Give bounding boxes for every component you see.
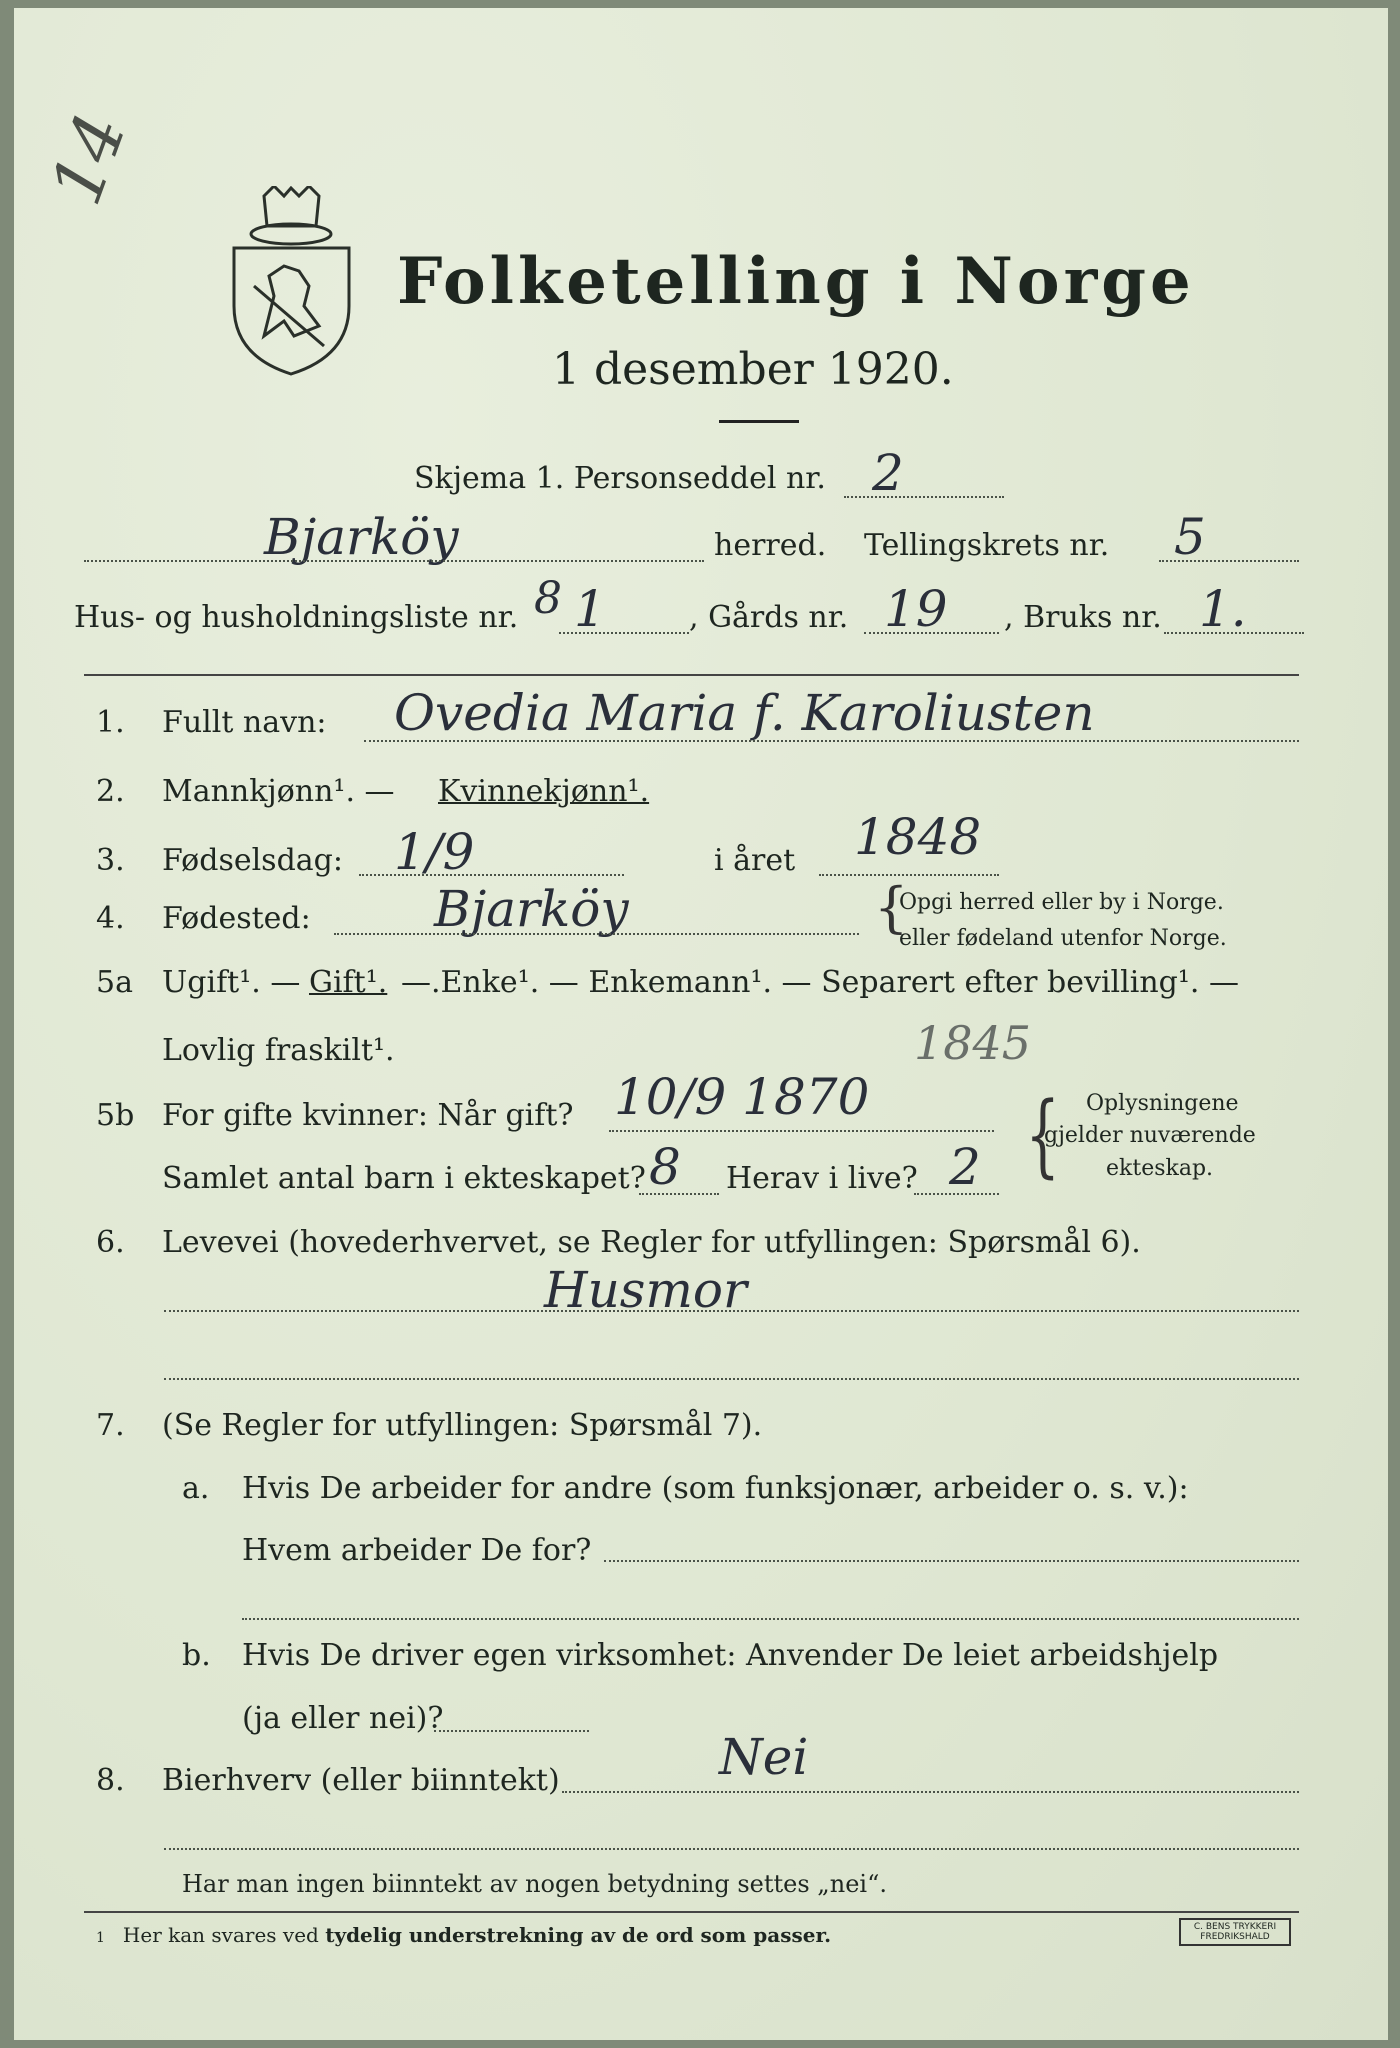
married-date-value: 10/9 1870 (614, 1068, 870, 1126)
q7-number: 7. (96, 1408, 125, 1443)
gards-value: 19 (884, 580, 948, 638)
q7b-dotted-line (434, 1730, 589, 1732)
margin-note: 14 (34, 103, 143, 215)
title-divider (719, 420, 799, 423)
year-label: i året (714, 843, 796, 878)
side-income-value: Nei (719, 1728, 809, 1786)
q5b-note-3: ekteskap. (1106, 1156, 1214, 1181)
q3-label: Fødselsdag: (162, 843, 343, 878)
bruks-label: , Bruks nr. (1004, 600, 1162, 635)
q8-dotted-line-1 (562, 1791, 1299, 1793)
q5b-note-2: gjelder nuværende (1044, 1123, 1256, 1148)
q5b-married-dotted-line (609, 1130, 994, 1132)
printer-stamp (1179, 1918, 1291, 1946)
printer-stamp-line-2: FREDRIKSHALD (1200, 1932, 1270, 1942)
q5b-note-1: Oplysningene (1086, 1091, 1239, 1116)
alive-value: 2 (949, 1138, 981, 1196)
printer-stamp-line-1: C. BENS TRYKKERI (1193, 1922, 1277, 1932)
q4-dotted-line (334, 933, 859, 935)
male-option: Mannkjønn¹. — (162, 774, 395, 809)
q8-label: Bierhverv (eller biinntekt) (162, 1763, 560, 1798)
q7-label: (Se Regler for utfyllingen: Spørsmål 7). (162, 1408, 763, 1443)
birth-day-value: 1/9 (394, 823, 475, 881)
footnote-text-emphasis: tydelig understrekning av de (325, 1923, 649, 1947)
q4-note-1: Opgi herred eller by i Norge. (899, 890, 1224, 915)
children-label: Samlet antal barn i ekteskapet? (162, 1161, 646, 1196)
q4-number: 4. (96, 901, 125, 936)
q5b-alive-dotted-line (914, 1193, 999, 1195)
q7a-dotted-line-1 (604, 1560, 1299, 1562)
q7a-label: Hvis De arbeider for andre (som funksjonær, arbeider o. s. v.): (242, 1471, 1189, 1506)
alive-label: Herav i live? (726, 1161, 918, 1196)
birthplace-value: Bjarköy (434, 880, 629, 938)
form-date: 1 desember 1920. (552, 344, 954, 395)
footnote (96, 1923, 831, 1947)
q6-label: Levevei (hovederhvervet, se Regler for utfyllingen: Spørsmål 6). (162, 1225, 1141, 1260)
coat-of-arms-icon (224, 186, 359, 376)
occupation-value: Husmor (544, 1261, 747, 1319)
tellingskrets-label: Tellingskrets nr. (864, 528, 1110, 563)
q7b-label: Hvis De driver egen virksomhet: Anvender De leiet arbeidshjelp (242, 1638, 1219, 1673)
herred-label: herred. (714, 528, 827, 563)
q5b-brace: { (1025, 1083, 1060, 1188)
q6-dotted-line-1 (164, 1310, 1299, 1312)
q8-number: 8. (96, 1763, 125, 1798)
gift-option: Gift¹. (309, 965, 388, 1000)
gards-label: , Gårds nr. (689, 600, 849, 635)
q3-number: 3. (96, 843, 125, 878)
gards-dotted-line (864, 632, 999, 634)
hus-value: 1 (574, 580, 606, 638)
full-name-value: Ovedia Maria f. Karoliusten (394, 684, 1095, 742)
q7a-number: a. (182, 1471, 210, 1506)
bruks-value: 1. (1199, 580, 1247, 638)
q5b-extra-note: 1845 (914, 1016, 1032, 1070)
female-option: Kvinnekjønn¹. (438, 774, 650, 809)
ugift-option: Ugift¹. — (162, 965, 301, 1000)
birth-year-value: 1848 (854, 808, 982, 866)
personseddel-dotted-line (844, 496, 1004, 498)
q1-number: 1. (96, 705, 125, 740)
q5a-fraskilt: Lovlig fraskilt¹. (162, 1033, 395, 1068)
hus-dotted-line (559, 632, 689, 634)
q5b-label: For gifte kvinner: Når gift? (162, 1098, 574, 1133)
tellingskrets-dotted-line (1159, 560, 1299, 562)
q1-dotted-line (364, 740, 1299, 742)
children-value: 8 (649, 1138, 681, 1196)
tellingskrets-value: 5 (1174, 508, 1206, 566)
q3-year-dotted-line (819, 874, 999, 876)
q5b-children-dotted-line (639, 1193, 719, 1195)
q7a-dotted-line-2 (242, 1618, 1299, 1620)
bruks-dotted-line (1164, 632, 1304, 634)
q5a-other-options: —.Enke¹. — Enkemann¹. — Separert efter bevilling¹. — (401, 965, 1239, 1000)
herred-dotted-line (84, 560, 704, 562)
footnote-divider (84, 1911, 1299, 1913)
q4-brace: { (874, 876, 909, 939)
footnote-text-a: Her kan svares ved (122, 1923, 326, 1947)
q7b-number: b. (182, 1638, 211, 1673)
q8-dotted-line-2 (164, 1848, 1299, 1850)
q7b-sub-label: (ja eller nei)? (242, 1701, 444, 1736)
q6-dotted-line-2 (164, 1378, 1299, 1380)
hus-prefix: 8 (534, 573, 562, 624)
bottom-note: Har man ingen biinntekt av nogen betydning settes „nei“. (182, 1870, 887, 1898)
q5b-number: 5b (96, 1098, 135, 1133)
q1-label: Fullt navn: (162, 705, 327, 740)
herred-value: Bjarköy (264, 508, 459, 566)
q6-number: 6. (96, 1225, 125, 1260)
q7a-sub-label: Hvem arbeider De for? (242, 1533, 592, 1568)
q4-label: Fødested: (162, 901, 311, 936)
footnote-mark: 1 (96, 1930, 105, 1946)
q4-note-2: eller fødeland utenfor Norge. (899, 926, 1227, 951)
form-title: Folketelling i Norge (397, 244, 1195, 319)
hus-label: Hus- og husholdningsliste nr. (74, 600, 519, 635)
q3-day-dotted-line (359, 874, 624, 876)
schema-label: Skjema 1. Personseddel nr. (414, 461, 826, 496)
personseddel-number: 2 (872, 444, 904, 502)
q5a-number: 5a (96, 965, 133, 1000)
footnote-text-c: ord som passer. (648, 1923, 832, 1947)
header-divider (84, 674, 1299, 676)
census-form-page (14, 8, 1388, 2040)
q2-number: 2. (96, 774, 125, 809)
